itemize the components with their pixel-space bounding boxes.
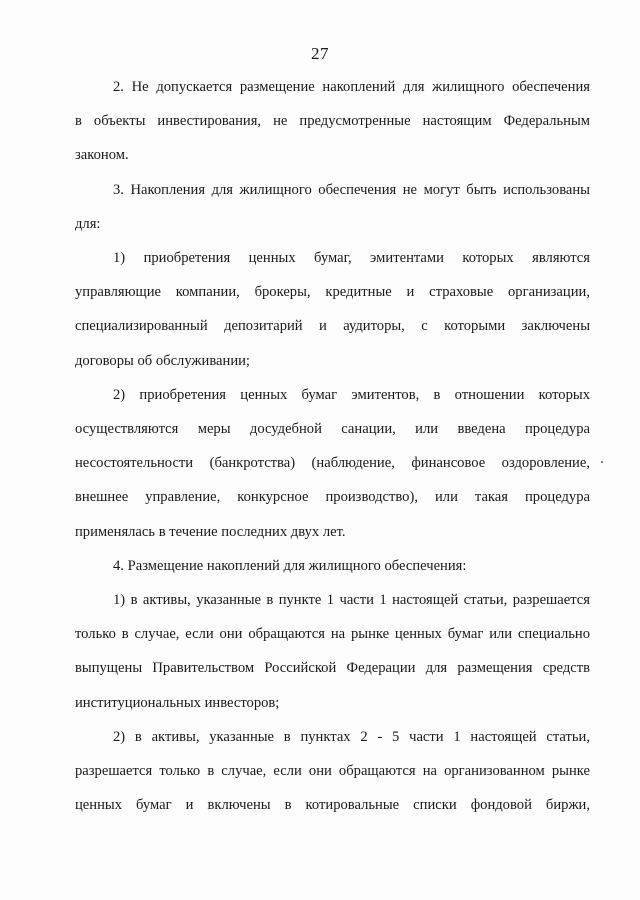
paragraph-2 bbox=[75, 70, 590, 173]
text-line: в объекты инвестирования, не предусмотренные настоящим Федеральным bbox=[75, 113, 590, 130]
page-number: 27 bbox=[311, 44, 329, 63]
text-line: применялась в течение последних двух лет. bbox=[75, 523, 346, 540]
text-line: специализированный депозитарий и аудиторы, с которыми заключены bbox=[75, 318, 590, 335]
text-line: разрешается только в случае, если они обращаются на организованном рынке bbox=[75, 763, 590, 780]
paragraph-3-item-2 bbox=[75, 378, 590, 549]
text-line: договоры об обслуживании; bbox=[75, 352, 250, 369]
text-line: 1) в активы, указанные в пункте 1 части 1 настоящей статьи, разрешается bbox=[113, 592, 590, 609]
text-line: управляющие компании, брокеры, кредитные и страховые организации, bbox=[75, 284, 590, 301]
paragraph-4-item-1 bbox=[75, 583, 590, 720]
text-line: законом. bbox=[75, 147, 129, 164]
text-line: осуществляются меры досудебной санации, или введена процедура bbox=[75, 421, 590, 438]
text-line: институциональных инвесторов; bbox=[75, 694, 280, 711]
paragraph-4-item-2 bbox=[75, 720, 590, 823]
text-line: несостоятельности (банкротства) (наблюдение, финансовое оздоровление, bbox=[75, 455, 590, 472]
document-body bbox=[75, 70, 590, 822]
text-line: для: bbox=[75, 215, 101, 232]
text-line: только в случае, если они обращаются на рынке ценных бумаг или специально bbox=[75, 626, 590, 643]
text-line: 2) в активы, указанные в пунктах 2 - 5 части 1 настоящей статьи, bbox=[113, 728, 590, 745]
text-line: 2. Не допускается размещение накоплений для жилищного обеспечения bbox=[113, 79, 590, 95]
paragraph-3 bbox=[75, 173, 590, 241]
text-line: 3. Накопления для жилищного обеспечения не могут быть использованы bbox=[113, 181, 590, 198]
text-line: 2) приобретения ценных бумаг эмитентов, в отношении которых bbox=[113, 386, 590, 403]
paragraph-4 bbox=[75, 549, 590, 583]
text-line: ценных бумаг и включены в котировальные списки фондовой биржи, bbox=[75, 797, 590, 814]
text-line: выпущены Правительством Российской Федерации для размещения средств bbox=[75, 660, 590, 677]
text-line: 1) приобретения ценных бумаг, эмитентами которых являются bbox=[113, 250, 590, 267]
scan-artifact bbox=[601, 461, 603, 463]
text-line: 4. Размещение накоплений для жилищного обеспечения: bbox=[113, 557, 467, 574]
paragraph-3-item-1 bbox=[75, 241, 590, 378]
text-line: внешнее управление, конкурсное производство), или такая процедура bbox=[75, 489, 590, 506]
